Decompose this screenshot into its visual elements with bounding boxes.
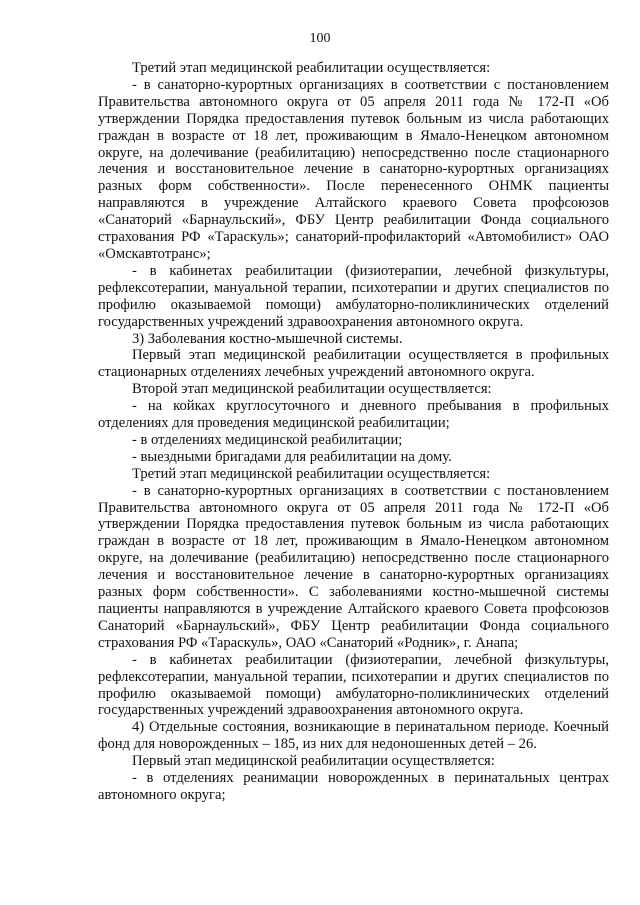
paragraph-stage3-rehab-cabinets-2: - в кабинетах реабилитации (физиотерапии, лечебной физкультуры, рефлексотерапии, мануальной терапии, психотерапии и других специалистов по профилю оказываемой помощи) амбулаторно-поликлинических отделений государственных учреждений здравоохранения автономного округа. — [98, 651, 609, 719]
paragraph-stage3-sanatorium-onmk: - в санаторно-курортных организациях в соответствии с постановлением Правительства автономного округа от 05 апреля 2011 года № 172-П «Об утверждении Порядка предоставления путевок больным из числа работающих граждан в возрасте от 18 лет, проживающим в Ямало-Ненецком автономном округе, на долечивание (реабилитацию) непосредственно после стационарного лечения и восстановительное лечение в санаторно-курортных организациях разных форм собственности». После перенесенного ОНМК пациенты направляются в учреждение Алтайского краевого Совета профсоюзов «Санаторий «Барнаульский», ФБУ Центр реабилитации Фонда социального страхования РФ «Тараскуль»; санаторий-профилакторий «Автомобилист» ОАО «Омскавтотранс»; — [98, 76, 609, 262]
paragraph-neonatal-resuscitation: - в отделениях реанимации новорожденных в перинатальных центрах автономного округа; — [98, 770, 609, 803]
paragraph-musculoskeletal-heading: 3) Заболевания костно-мышечной системы. — [132, 330, 403, 347]
paragraph-stage3-sanatorium-musculoskeletal: - в санаторно-курортных организациях в соответствии с постановлением Правительства автономного округа от 05 апреля 2011 года № 172-П «Об утверждении Порядка предоставления путевок больным из числа работающих граждан в возрасте от 18 лет, проживающим в Ямало-Ненецком автономном округе, на долечивание (реабилитацию) непосредственно после стационарного лечения и восстановительное лечение в санаторно-курортных организациях разных форм собственности». С заболеваниями костно-мышечной системы пациенты направляются в учреждение Алтайского краевого Совета профсоюзов Санаторий «Барнаульский», ФБУ Центр реабилитации Фонда социального страхования РФ «Тараскуль», ОАО «Санаторий «Родник», г. Анапа; — [98, 482, 609, 651]
paragraph-stage2-beds: - на койках круглосуточного и дневного пребывания в профильных отделениях для проведения медицинской реабилитации; — [98, 398, 609, 432]
paragraph-stage1-profile-units: Первый этап медицинской реабилитации осуществляется в профильных стационарных отделениях лечебных учреждений автономного округа. — [98, 347, 609, 381]
paragraph-stage3-rehab-cabinets: - в кабинетах реабилитации (физиотерапии, лечебной физкультуры, рефлексотерапии, мануальной терапии, психотерапии и других специалистов по профилю оказываемой помощи) амбулаторно-поликлинических отделений государственных учреждений здравоохранения автономного округа. — [98, 262, 609, 330]
page-number: 100 — [309, 31, 331, 46]
paragraph-perinatal-heading: 4) Отдельные состояния, возникающие в перинатальном периоде. Коечный фонд для новорожденных – 185, из них для недоношенных детей – 26. — [98, 719, 609, 753]
paragraph-stage2-field-teams: - выездными бригадами для реабилитации на дому. — [132, 448, 452, 465]
paragraph-stage1-heading-perinatal: Первый этап медицинской реабилитации осуществляется: — [132, 753, 495, 770]
paragraph-stage3-heading: Третий этап медицинской реабилитации осуществляется: — [132, 60, 491, 76]
document-body — [98, 60, 609, 804]
paragraph-stage2-heading: Второй этап медицинской реабилитации осуществляется: — [132, 381, 492, 398]
paragraph-stage2-rehab-units: - в отделениях медицинской реабилитации; — [132, 431, 403, 448]
paragraph-stage3-heading-2: Третий этап медицинской реабилитации осуществляется: — [132, 465, 491, 482]
